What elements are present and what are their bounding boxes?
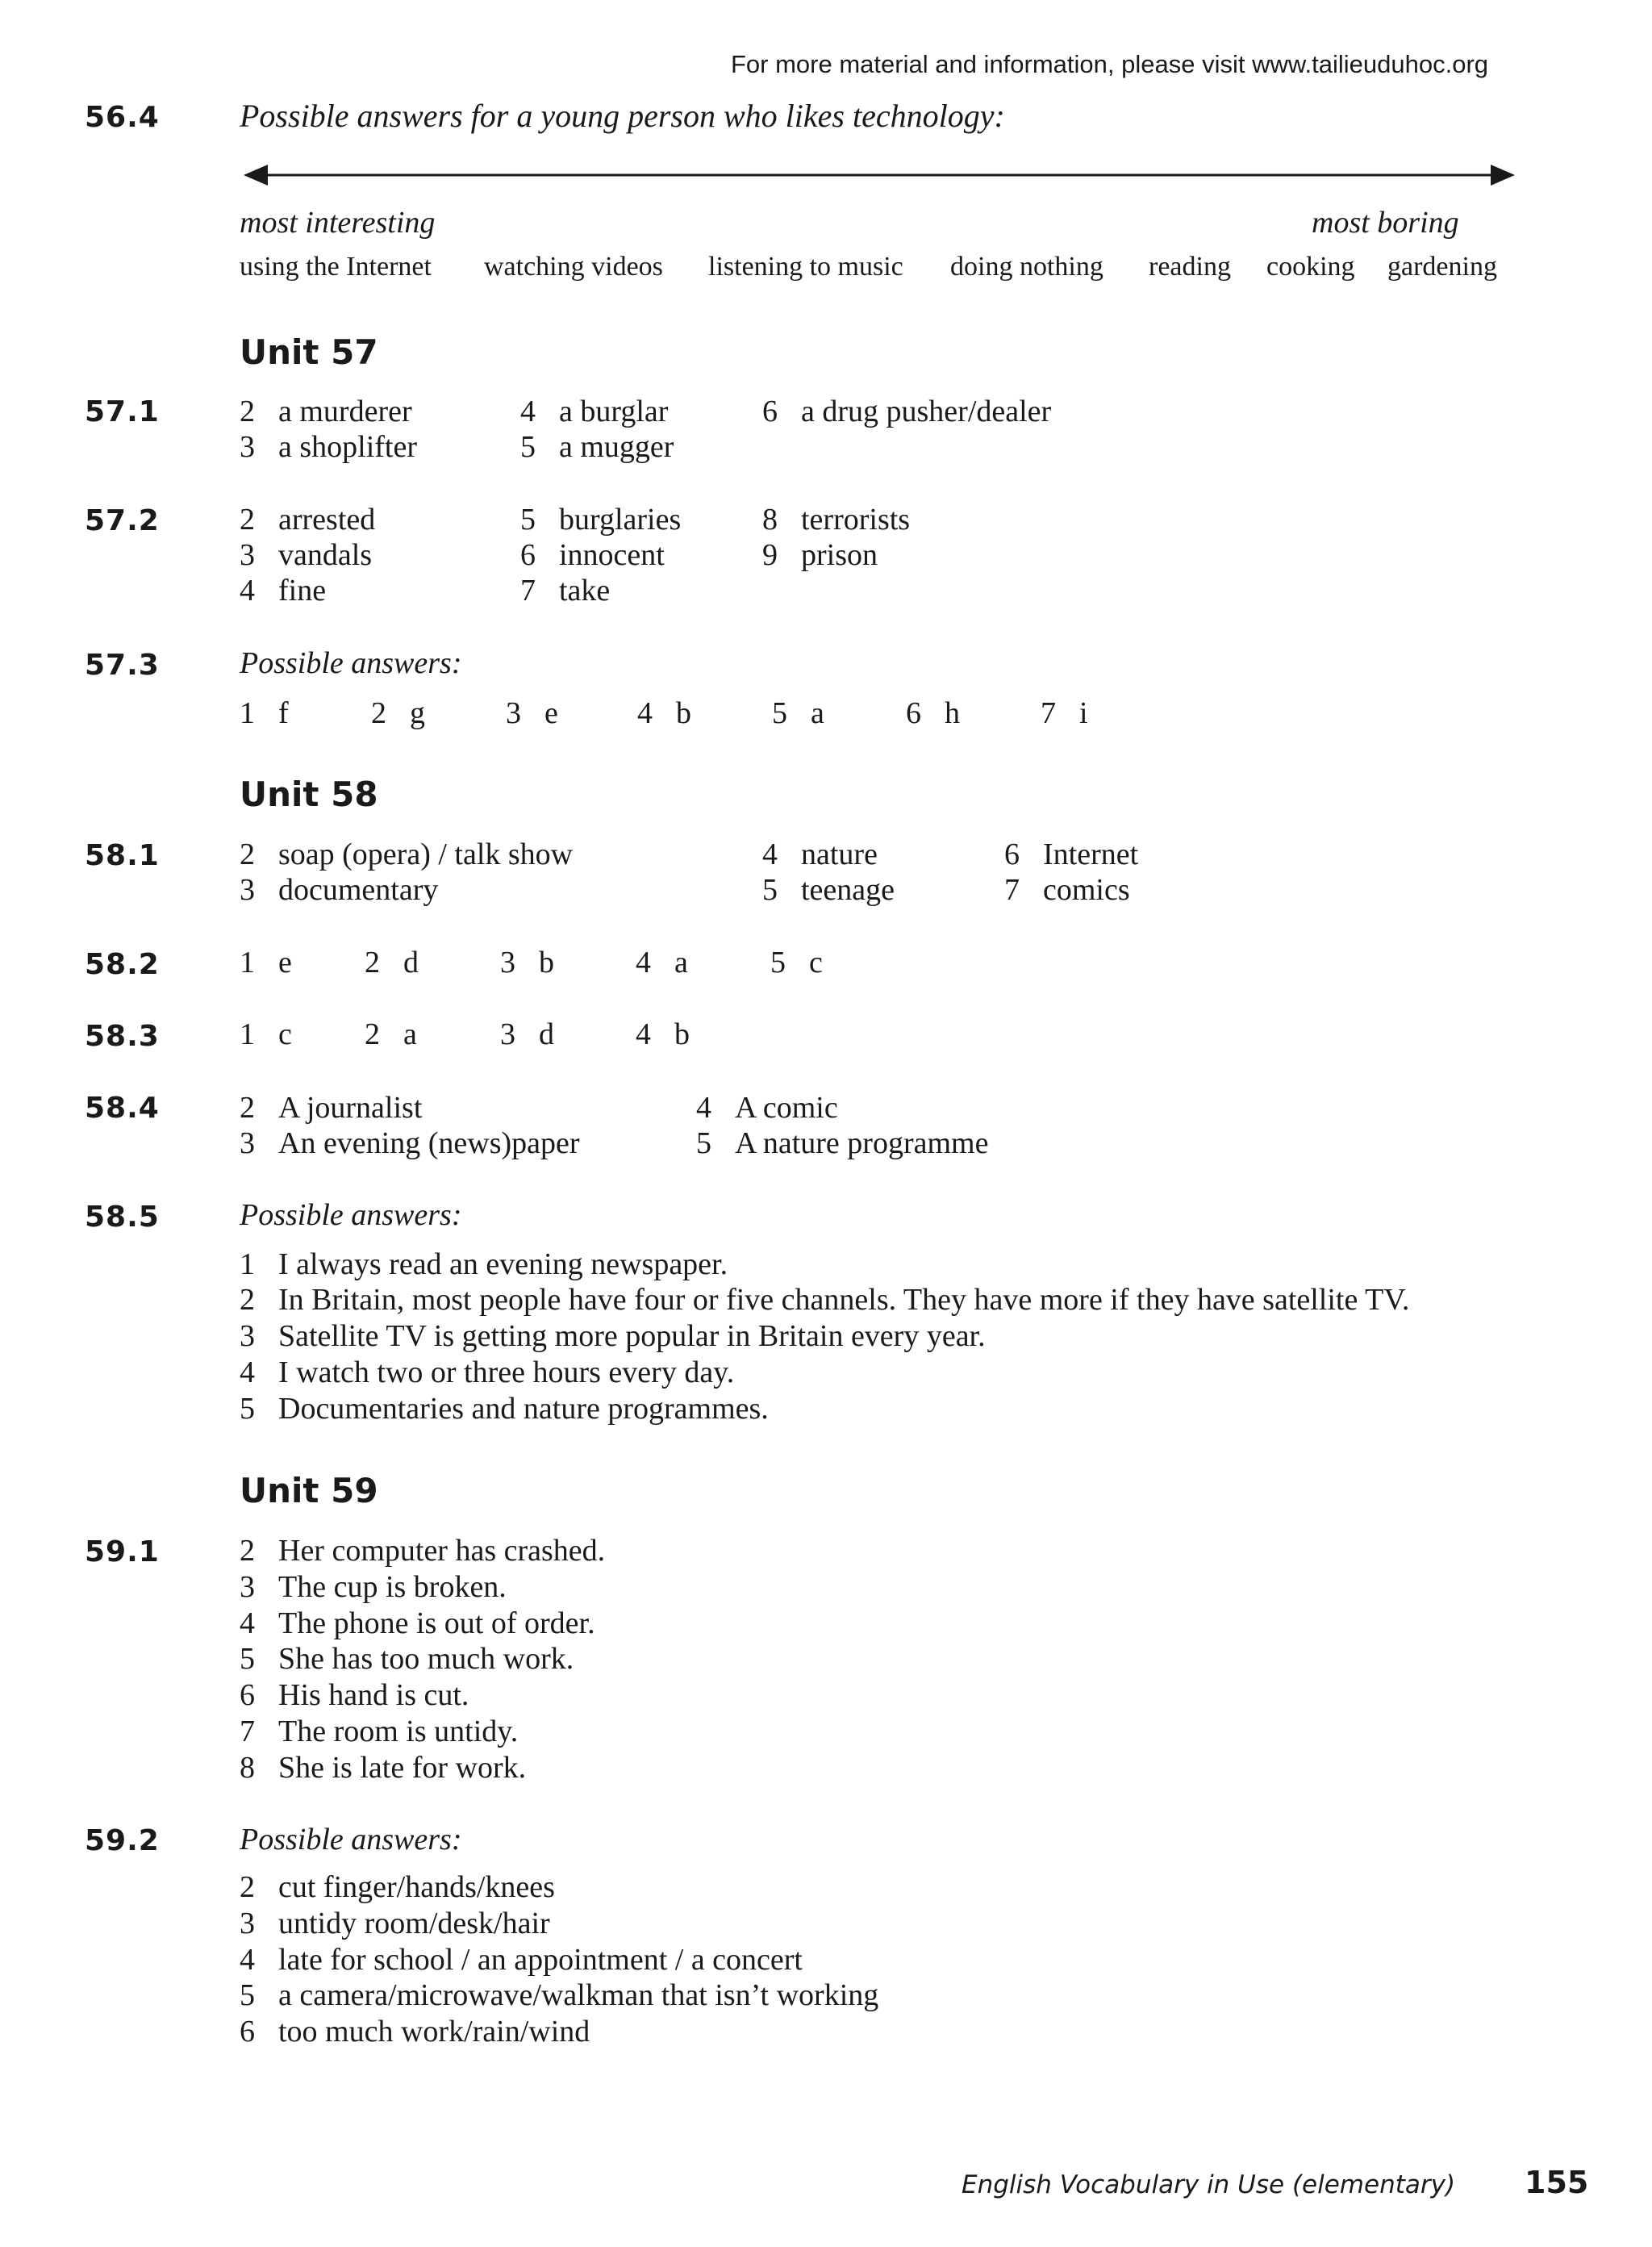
exercise-heading: Possible answers for a young person who likes technology:	[240, 98, 1005, 134]
answer-pair: 4 b	[636, 1017, 690, 1051]
answer-line: 2 In Britain, most people have four or five channels. They have more if they have satellite TV.	[240, 1283, 1410, 1317]
answer-pair: 5 c	[770, 946, 823, 979]
scale-arrow	[242, 161, 1516, 189]
answer-line: 6 too much work/rain/wind	[240, 2015, 590, 2049]
activity-item: cooking	[1266, 252, 1355, 282]
answer-item: 8 terrorists	[762, 503, 911, 537]
answer-item: 2 arrested	[240, 503, 376, 537]
answer-pair: 4 b	[637, 696, 691, 730]
answer-pair: 2 a	[365, 1017, 417, 1051]
exercise-heading: Possible answers:	[240, 1823, 462, 1856]
answer-line: 5 She has too much work.	[240, 1642, 574, 1676]
answer-item: 2 A journalist	[240, 1091, 423, 1125]
exercise-number: 58.4	[85, 1092, 160, 1125]
exercise-heading: Possible answers:	[240, 646, 462, 680]
exercise-number: 59.2	[85, 1824, 160, 1857]
answer-pair: 1 f	[240, 696, 289, 730]
answer-item: 6 a drug pusher/dealer	[762, 395, 1052, 428]
answer-pair: 3 d	[500, 1017, 554, 1051]
activity-item: watching videos	[484, 252, 663, 282]
answer-line: 4 I watch two or three hours every day.	[240, 1355, 735, 1389]
answer-item: 5 a mugger	[520, 430, 674, 464]
answer-line: 2 cut finger/hands/knees	[240, 1870, 555, 1904]
site-notice: For more material and information, please visit www.tailieuduhoc.org	[731, 50, 1489, 78]
exercise-number: 57.1	[85, 395, 160, 428]
unit-title: Unit 58	[240, 775, 378, 814]
answer-item: 5 burglaries	[520, 503, 682, 537]
answer-item: 4 a burglar	[520, 395, 669, 428]
activity-item: reading	[1149, 252, 1231, 282]
answer-item: 7 take	[520, 574, 611, 608]
book-title: English Vocabulary in Use (elementary)	[962, 2170, 1456, 2199]
answer-line: 8 She is late for work.	[240, 1751, 527, 1785]
activity-item: gardening	[1387, 252, 1497, 282]
answer-item: 7 comics	[1004, 873, 1130, 907]
answer-item: 3 vandals	[240, 538, 373, 572]
answer-pair: 3 b	[500, 946, 554, 979]
answer-pair: 2 g	[371, 696, 425, 730]
answer-item: 2 soap (opera) / talk show	[240, 837, 574, 871]
answer-item: 4 A comic	[696, 1091, 838, 1125]
answer-item: 2 a murderer	[240, 395, 412, 428]
scale-right-label: most boring	[1312, 206, 1459, 240]
answer-line: 3 Satellite TV is getting more popular in Britain every year.	[240, 1319, 986, 1353]
answer-item: 9 prison	[762, 538, 878, 572]
exercise-number: 57.2	[85, 504, 160, 537]
exercise-number: 58.3	[85, 1020, 160, 1053]
answer-item: 5 A nature programme	[696, 1126, 989, 1160]
answer-pair: 7 i	[1041, 696, 1088, 730]
activity-item: doing nothing	[950, 252, 1103, 282]
answer-line: 4 The phone is out of order.	[240, 1606, 595, 1640]
answer-line: 4 late for school / an appointment / a concert	[240, 1943, 803, 1977]
answer-pair: 4 a	[636, 946, 688, 979]
answer-item: 5 teenage	[762, 873, 895, 907]
activity-item: using the Internet	[240, 252, 432, 282]
exercise-number: 59.1	[85, 1535, 160, 1568]
answer-pair: 1 e	[240, 946, 292, 979]
unit-title: Unit 59	[240, 1471, 378, 1510]
answer-pair: 3 e	[506, 696, 558, 730]
activity-item: listening to music	[708, 252, 903, 282]
answer-item: 6 innocent	[520, 538, 665, 572]
exercise-number: 58.5	[85, 1201, 160, 1234]
exercise-number: 58.1	[85, 839, 160, 872]
exercise-number: 57.3	[85, 649, 160, 682]
answer-item: 6 Internet	[1004, 837, 1139, 871]
answer-line: 2 Her computer has crashed.	[240, 1534, 606, 1568]
answer-pair: 5 a	[772, 696, 824, 730]
answer-item: 4 fine	[240, 574, 327, 608]
answer-line: 1 I always read an evening newspaper.	[240, 1247, 728, 1281]
answer-pair: 6 h	[906, 696, 960, 730]
answer-pair: 2 d	[365, 946, 419, 979]
answer-line: 6 His hand is cut.	[240, 1678, 469, 1712]
exercise-heading: Possible answers:	[240, 1198, 462, 1232]
scale-left-label: most interesting	[240, 206, 436, 240]
unit-title: Unit 57	[240, 332, 378, 372]
exercise-number: 56.4	[85, 101, 160, 134]
answer-line: 5 Documentaries and nature programmes.	[240, 1392, 769, 1426]
answer-line: 3 The cup is broken.	[240, 1570, 507, 1604]
answer-item: 3 documentary	[240, 873, 439, 907]
answer-pair: 1 c	[240, 1017, 292, 1051]
answer-line: 5 a camera/microwave/walkman that isn’t working	[240, 1978, 879, 2012]
answer-item: 4 nature	[762, 837, 878, 871]
answer-line: 7 The room is untidy.	[240, 1714, 519, 1748]
page-number: 155	[1525, 2165, 1589, 2200]
answer-line: 3 untidy room/desk/hair	[240, 1907, 550, 1940]
answer-item: 3 An evening (news)paper	[240, 1126, 580, 1160]
answer-item: 3 a shoplifter	[240, 430, 418, 464]
exercise-number: 58.2	[85, 948, 160, 981]
